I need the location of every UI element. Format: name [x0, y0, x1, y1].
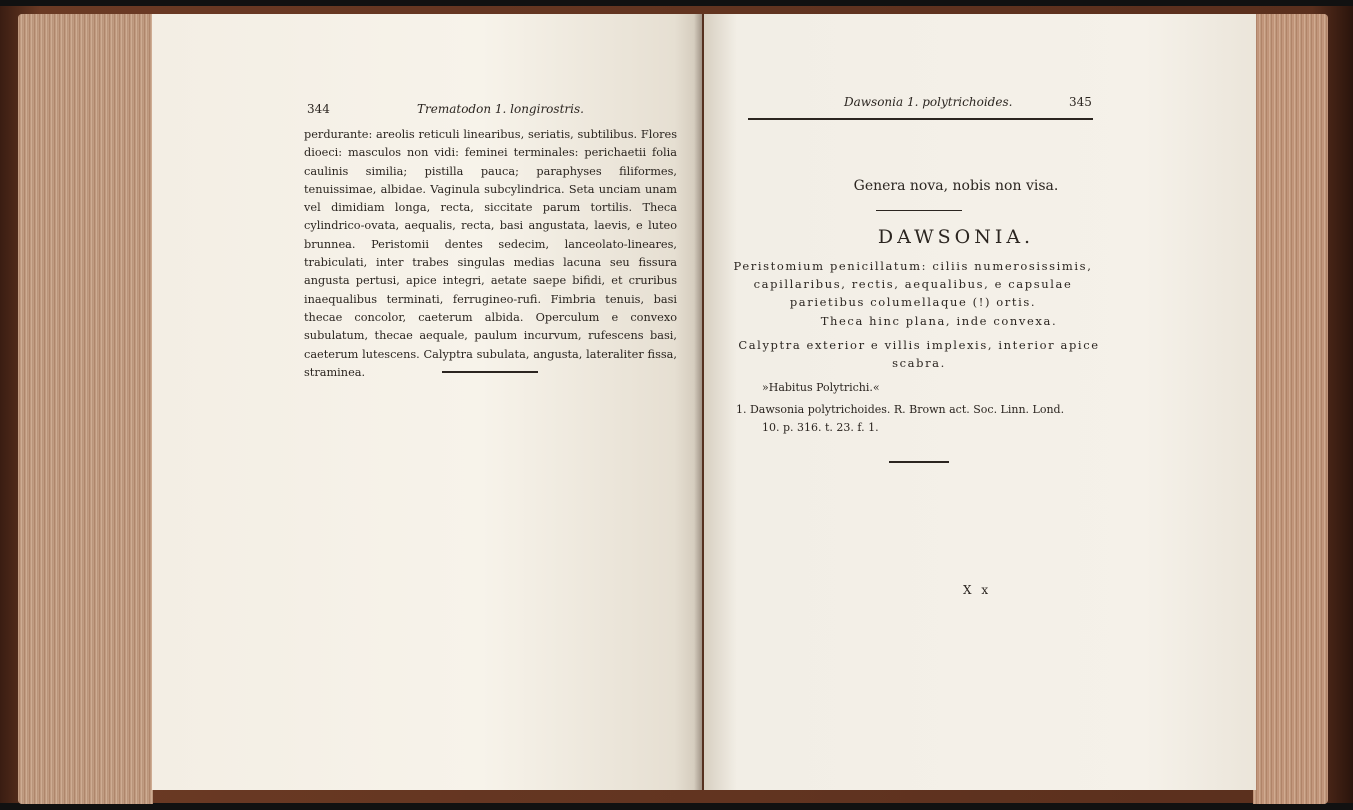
species-citation-line-2: 10. p. 316. t. 23. f. 1.	[762, 421, 879, 434]
left-paragraph: perdurante: areolis reticuli linearibus, seriatis, subtilibus. Flores dioeci: masculos non vidi: feminei terminales: perichaetii folia caulinis similia; pistilla pauca; paraphyses filiformes, tenuissimae, albidae. Vaginula subcylindrica. Seta unciam unam vel dimidiam longa, recta, siccitate parum tortilis. Theca cylindrico-ovata, aequalis, recta, basi angustata, laevis, e luteo brunnea. Peristomii dentes sedecim, lanceolato-lineares, trabiculati, inter trabes singulas medias lacuna seu fissura angusta pertusi, apice integri, aetate saepe bifidi, et cruribus inaequalibus terminati, ferrugineo-rufi. Fimbria tenuis, basi thecae concolor, caeterum albida. Operculum e convexo subulatum, thecae aequale, paulum incurvum, rufescens basi, caeterum lutescens. Calyptra subulata, angusta, lateraliter fissa, straminea.	[304, 128, 677, 379]
signature-mark: X x	[963, 583, 992, 597]
left-running-title: Trematodon 1. longirostris.	[417, 102, 584, 116]
genus-title: DAWSONIA.	[877, 226, 1035, 248]
species-entry	[736, 401, 1116, 437]
right-page-number: 345	[1069, 95, 1092, 109]
left-page	[152, 14, 702, 790]
right-page	[704, 14, 1256, 790]
diagnosis-calyptra: Calyptra exterior e villis implexis, interior apice scabra.	[738, 338, 1100, 370]
diagnosis-theca: Theca hinc plana, inde convexa.	[820, 314, 1058, 328]
diagnosis-peristomium: Peristomium penicillatum: ciliis numerosissimis, capillaribus, rectis, aequalibus, e capsulae parietibus columellaque (!) ortis.	[733, 259, 1093, 309]
habitus-note: »Habitus Polytrichi.«	[762, 381, 880, 394]
right-end-rule	[889, 461, 949, 463]
left-page-number: 344	[307, 102, 330, 116]
left-body-text	[304, 126, 677, 382]
right-running-title: Dawsonia 1. polytrichoides.	[844, 95, 1013, 109]
left-end-rule	[442, 371, 538, 373]
section-heading: Genera nova, nobis non visa.	[853, 178, 1059, 194]
right-head-rule	[748, 118, 1093, 120]
heading-rule	[876, 210, 962, 211]
page-edges-left	[18, 14, 153, 804]
page-edges-right	[1253, 14, 1328, 804]
species-citation-line-1: 1. Dawsonia polytrichoides. R. Brown act. Soc. Linn. Lond.	[736, 403, 1065, 416]
